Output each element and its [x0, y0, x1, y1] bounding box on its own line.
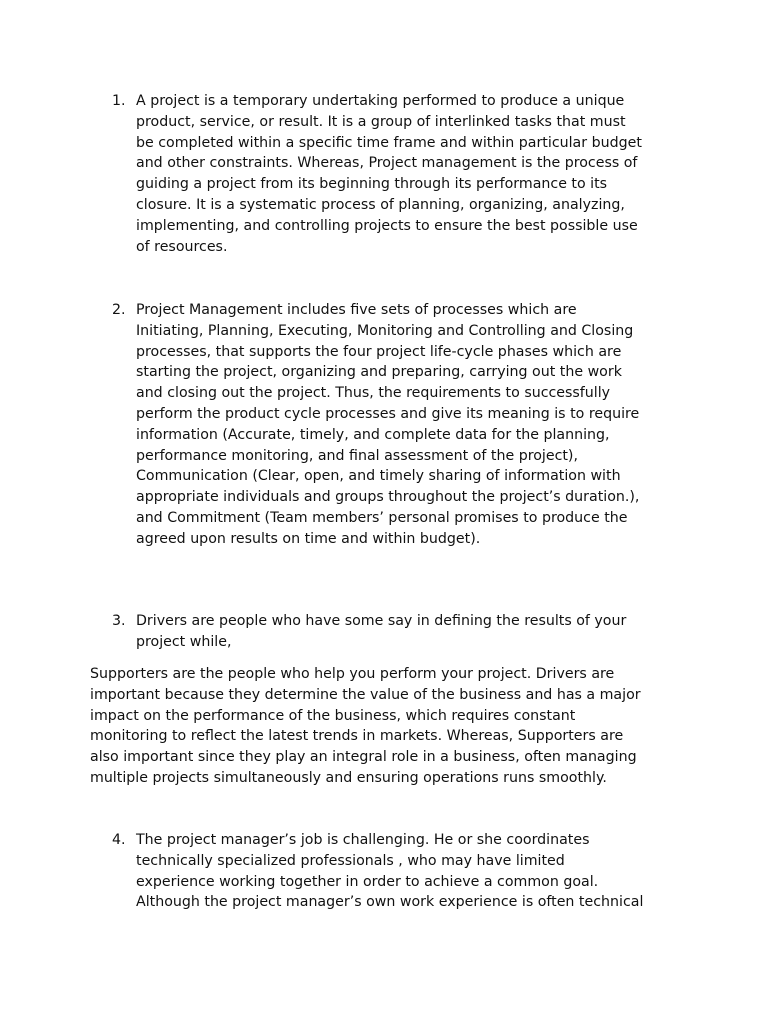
list-item-number: 4. — [112, 832, 126, 848]
list-item-1 — [112, 91, 682, 257]
list-item-2 — [112, 300, 682, 550]
list-item-3 — [112, 611, 682, 653]
list-item-text: Project Management includes five sets of processes which are Initiating, Planning, Executing, Monitoring and Controlling and Closing processes, that supports the four project life-cycle phases which are starting the project, organizing and preparing, carrying out the work and closing out the project. Thus, the requirements to successfully perform the product cycle processes and give its meaning is to require information (Accurate, timely, and complete data for the planning, performance monitoring, and final assessment of the project), Communication (Clear, open, and timely sharing of information with appropriate individuals and groups throughout the project’s duration.), and Commitment (Team members’ personal promises to produce the agreed upon results on time and within budget). — [136, 302, 640, 547]
list-item-text: The project manager’s job is challenging. He or she coordinates technically specialized professionals , who may have limited experience working together in order to achieve a common goal. Although the project manager’s own work experience is often technical — [136, 832, 644, 911]
list-item-number: 2. — [112, 302, 126, 318]
list-item-text: A project is a temporary undertaking performed to produce a unique product, service, or result. It is a group of interlinked tasks that must be completed within a specific time frame and within particular budget and other constraints. Whereas, Project management is the process of guiding a project from its beginning through its performance to its closure. It is a systematic process of planning, organizing, analyzing, implementing, and controlling projects to ensure the best possible use of resources. — [136, 93, 642, 255]
body-paragraph: Supporters are the people who help you perform your project. Drivers are important because they determine the value of the business and has a major impact on the performance of the business, which requires constant monitoring to reflect the latest trends in markets. Whereas, Supporters are also important since they play an integral role in a business, often managing multiple projects simultaneously and ensuring operations runs smoothly. — [90, 666, 641, 786]
list-item-text: Drivers are people who have some say in defining the results of your project while, — [136, 613, 627, 650]
list-item-number: 3. — [112, 613, 126, 629]
list-item-4 — [112, 830, 682, 913]
list-item-number: 1. — [112, 93, 126, 109]
